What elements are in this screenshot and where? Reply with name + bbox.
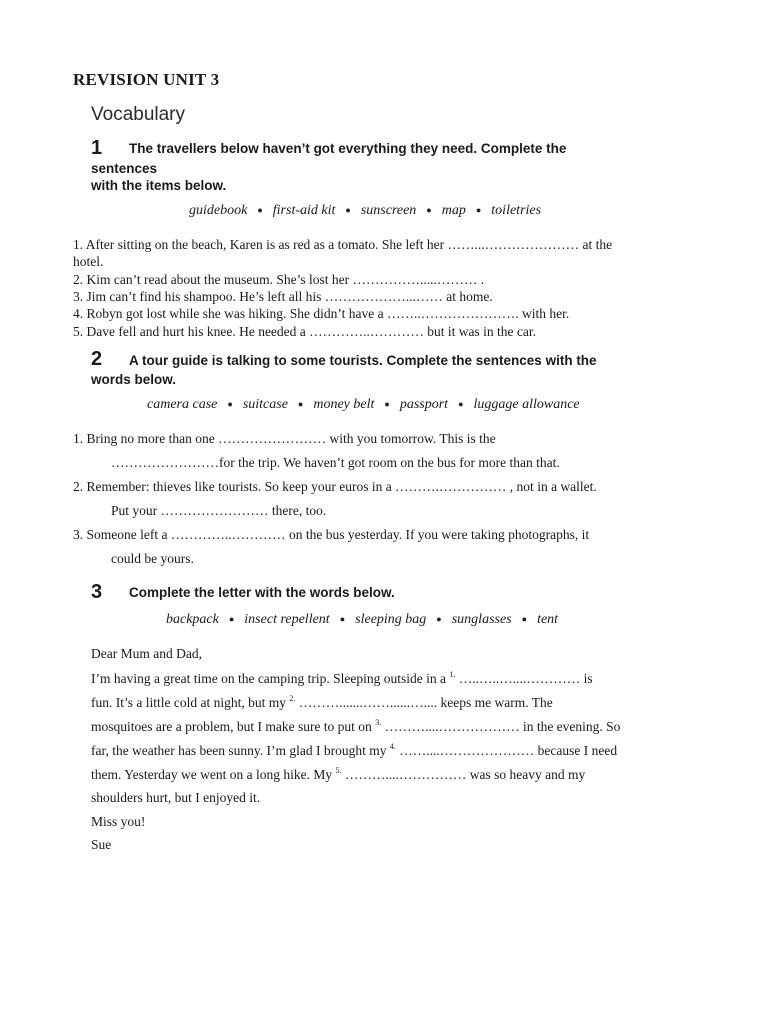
letter-closing: Miss you! xyxy=(91,814,146,829)
bullet-icon: ● xyxy=(227,399,233,409)
section-3-instruction: Complete the letter with the words below. xyxy=(129,585,395,600)
section-2-sentence: Put your …………………… there, too. xyxy=(111,503,327,518)
section-1-word-box xyxy=(189,203,541,219)
word: sleeping bag xyxy=(355,612,427,627)
section-2-sentence: could be yours. xyxy=(111,551,194,566)
section-2-sentence: 2. Remember: thieves like tourists. So keep your euros in a ……….…………… , not in a wallet. xyxy=(73,479,597,494)
word: insect repellent xyxy=(244,612,330,627)
section-2-word-box xyxy=(147,397,580,413)
section-1-sentence: 3. Jim can’t find his shampoo. He’s left all his ………………...…… at home. xyxy=(73,289,493,304)
word: toiletries xyxy=(491,203,542,218)
vocabulary-heading: Vocabulary xyxy=(91,104,186,125)
word: map xyxy=(441,203,466,218)
section-1-sentence: 5. Dave fell and hurt his knee. He needed a …………..………… but it was in the car. xyxy=(73,324,537,339)
letter-line: far, the weather has been sunny. I’m glad I brought my $^{4.}$ ……....………………… because I need xyxy=(91,742,618,758)
word: first-aid kit xyxy=(272,203,336,218)
word: suitcase xyxy=(242,397,288,412)
word: passport xyxy=(399,397,449,412)
bullet-icon: ● xyxy=(521,614,528,624)
letter-signature: Sue xyxy=(91,837,112,852)
letter-line: them. Yesterday we went on a long hike. My $^{5.}$ ………....…………… was so heavy and my xyxy=(91,766,586,782)
section-2-sentence: 1. Bring no more than one …………………… with you tomorrow. This is the xyxy=(73,431,496,446)
section-1-instruction-line-1: The travellers below haven’t got everything they need. Complete the xyxy=(129,141,567,156)
section-1-sentence: 4. Robyn got lost while she was hiking. She didn’t have a ……..…………………. with her. xyxy=(73,306,570,321)
section-2-sentence: ……………………for the trip. We haven’t got room on the bus for more than that. xyxy=(111,455,560,470)
section-1-number: 1 xyxy=(91,137,103,159)
bullet-icon: ● xyxy=(339,614,346,624)
bullet-icon: ● xyxy=(426,205,432,215)
bullet-icon: ● xyxy=(458,399,464,409)
word: money belt xyxy=(313,397,375,412)
word: backpack xyxy=(166,612,219,627)
letter-line: shoulders hurt, but I enjoyed it. xyxy=(91,790,261,805)
word: luggage allowance xyxy=(473,397,580,412)
section-2-instruction-line-2: words below. xyxy=(91,372,177,387)
section-1-instruction-line-2: sentences xyxy=(91,161,158,176)
bullet-icon: ● xyxy=(384,399,390,409)
letter-greeting: Dear Mum and Dad, xyxy=(91,646,202,661)
section-3-word-box xyxy=(166,612,558,628)
word: tent xyxy=(537,612,559,627)
page-title: REVISION UNIT 3 xyxy=(73,70,220,89)
letter-line: mosquitoes are a problem, but I make sure to put on $^{3.}$ ………....……………… in the evening. So xyxy=(91,718,621,734)
word: camera case xyxy=(147,397,218,412)
section-2-instruction-line-1: A tour guide is talking to some tourists. Complete the sentences with the xyxy=(129,353,597,368)
section-1-sentence: 2. Kim can’t read about the museum. She’s lost her …………….....……… . xyxy=(73,272,485,287)
section-3-number: 3 xyxy=(91,581,103,603)
bullet-icon: ● xyxy=(257,205,263,215)
word: guidebook xyxy=(189,203,248,218)
bullet-icon: ● xyxy=(297,399,304,409)
section-2-sentence: 3. Someone left a …………..………… on the bus yesterday. If you were taking photographs, it xyxy=(73,527,590,542)
bullet-icon: ● xyxy=(228,614,235,624)
letter-line: fun. It’s a little cold at night, but my $^{2.}$ ……….......……......….... keeps me warm. The xyxy=(91,694,553,710)
bullet-icon: ● xyxy=(475,205,482,215)
section-1-sentence: 1. After sitting on the beach, Karen is as red as a tomato. She left her ……...………………… at the xyxy=(73,237,613,252)
word: sunscreen xyxy=(360,203,417,218)
bullet-icon: ● xyxy=(436,614,442,624)
section-1-sentence: hotel. xyxy=(73,254,104,269)
section-2-number: 2 xyxy=(91,348,103,370)
letter-line: I’m having a great time on the camping trip. Sleeping outside in a $^{1.}$ …..…..…....………… is xyxy=(91,670,593,686)
bullet-icon: ● xyxy=(345,205,351,215)
section-1-instruction-line-3: with the items below. xyxy=(91,178,227,193)
word: sunglasses xyxy=(451,612,512,627)
